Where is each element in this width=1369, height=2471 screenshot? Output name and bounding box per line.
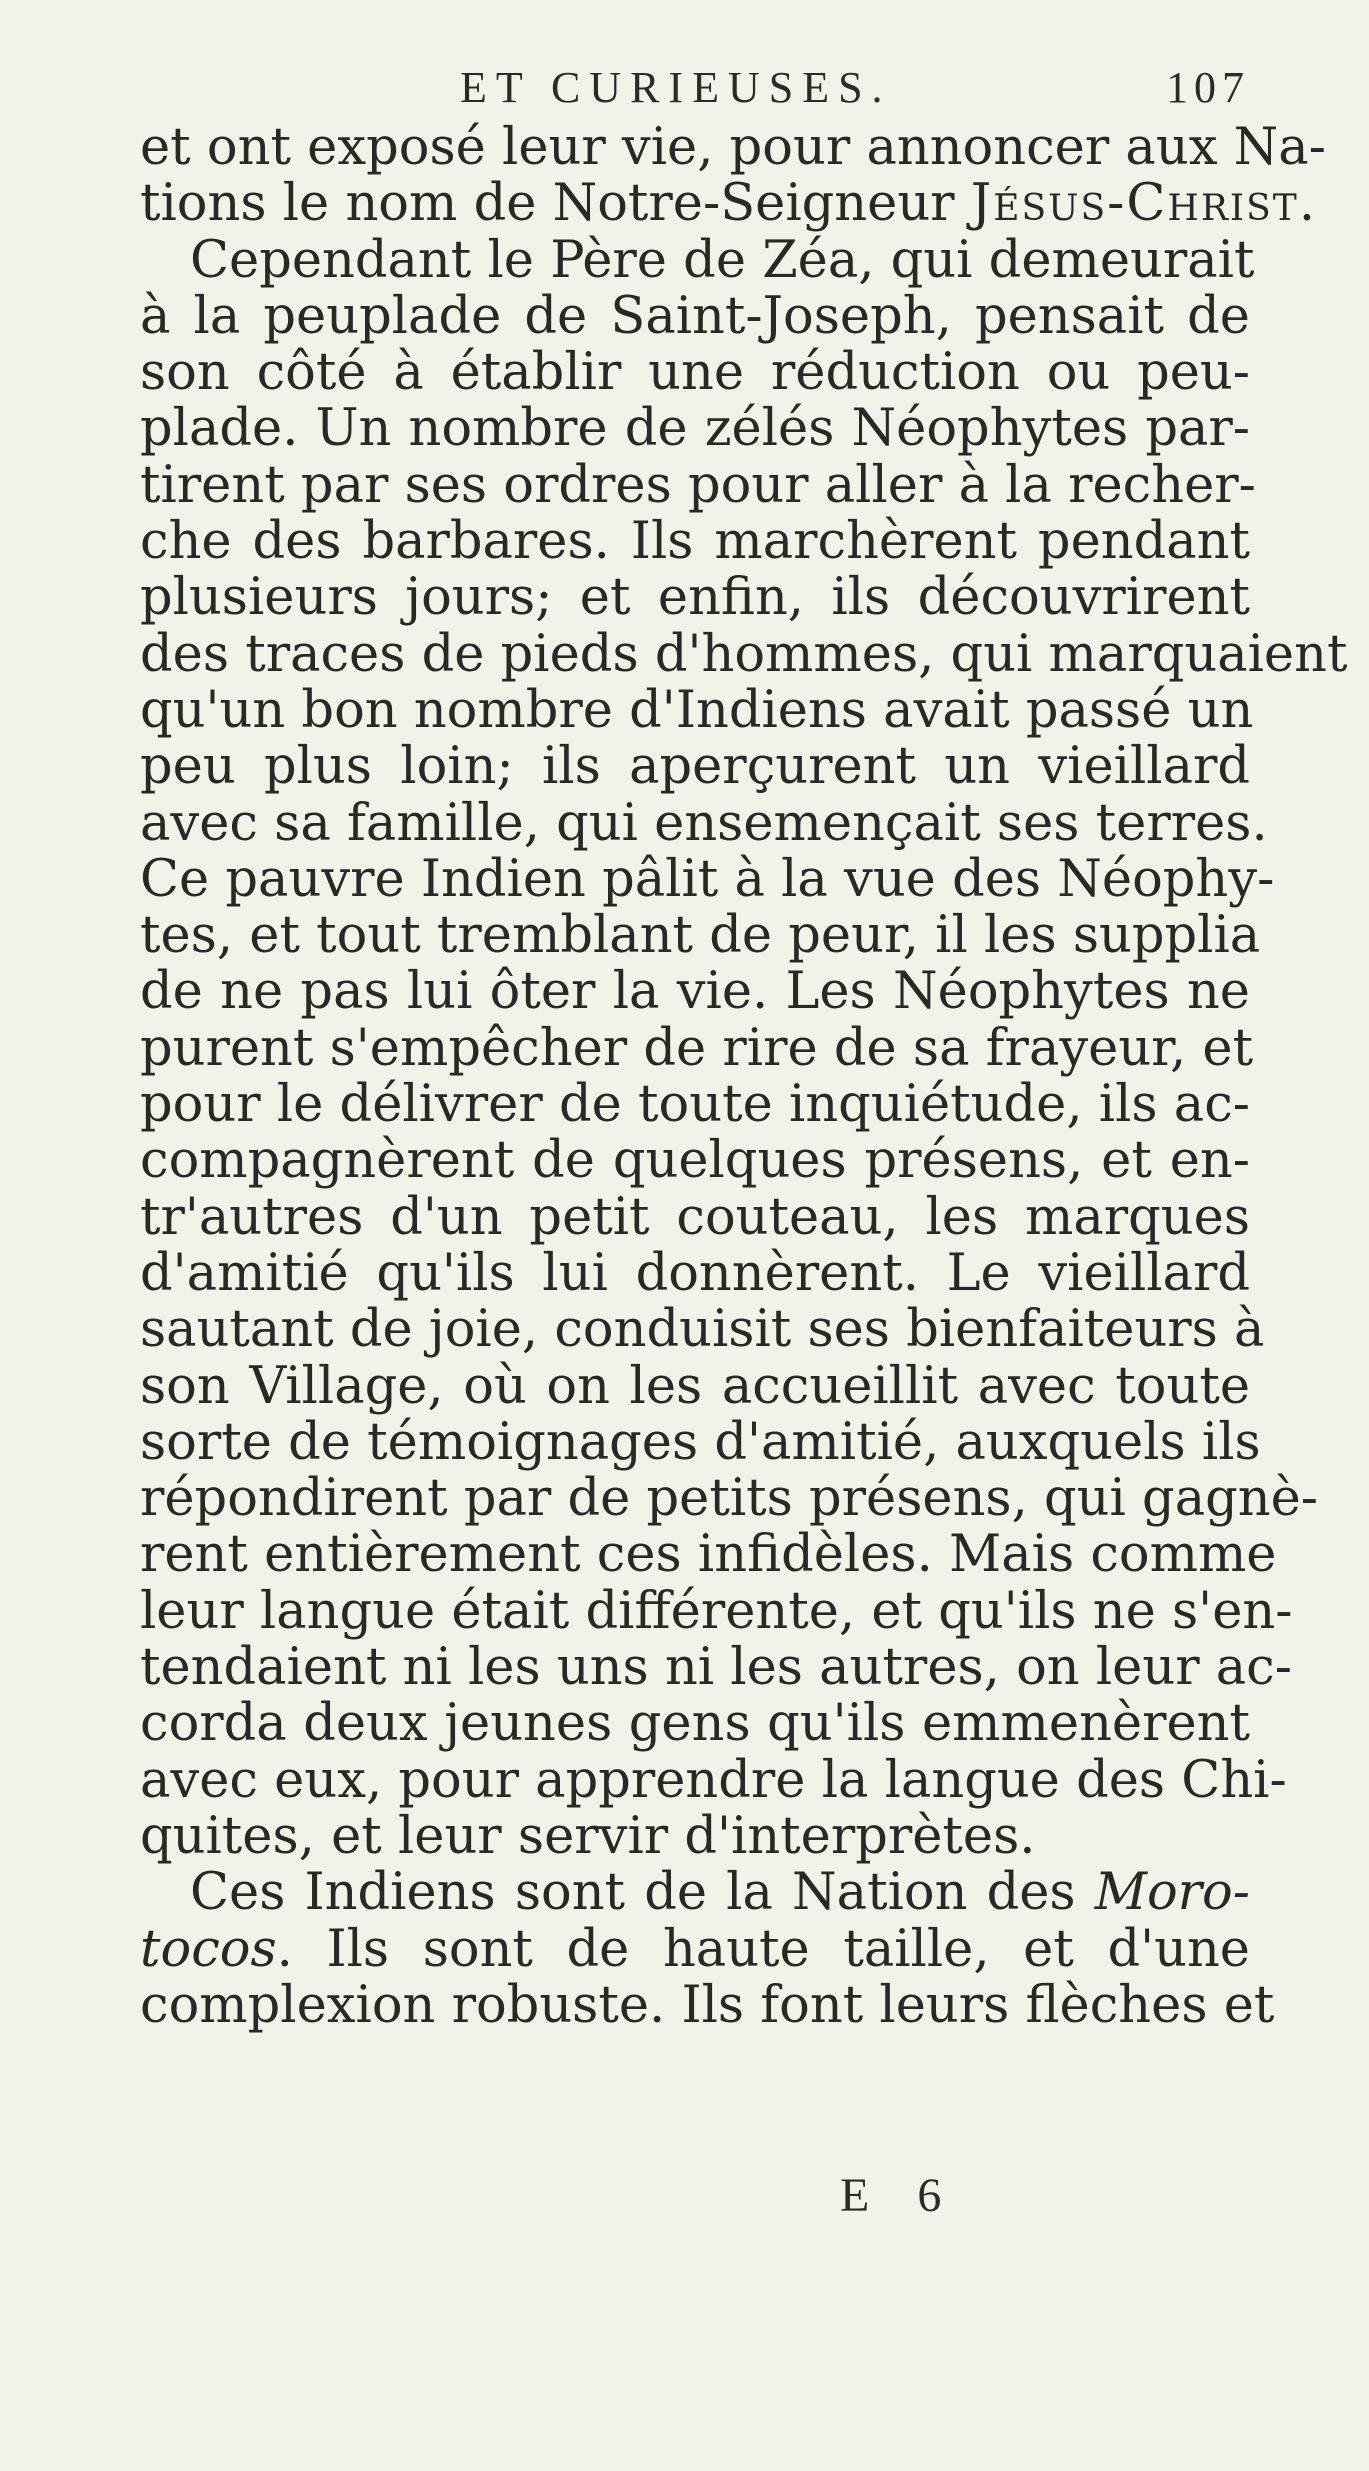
paragraph-end: quites, et leur servir d'interprètes.: [140, 1806, 1036, 1866]
running-title: ET CURIEUSES.: [460, 63, 892, 112]
emphasis-jesus-christ: Jésus-Christ.: [970, 174, 1318, 234]
text-line: plade. Un nombre de zélés Néophytes par-: [140, 399, 1250, 459]
emphasis-nation-name: Moro-: [1094, 1863, 1250, 1923]
body-text: [140, 118, 1348, 2035]
text-line: sautant de joie, conduisit ses bienfaiteurs à: [140, 1300, 1265, 1360]
paragraph-start: Cependant le Père de Zéa, qui demeurait: [190, 230, 1255, 290]
text-line: tendaient ni les uns ni les autres, on leur ac-: [140, 1638, 1292, 1698]
text-line: tirent par ses ordres pour aller à la recher-: [140, 455, 1256, 515]
text-line: complexion robuste. Ils font leurs flèches et: [140, 1975, 1275, 2035]
text-line: corda deux jeunes gens qu'ils emmenèrent: [140, 1694, 1250, 1754]
page-number: 107: [1166, 63, 1250, 112]
text-line: plusieurs jours; et enfin, ils découvrirent: [140, 568, 1250, 628]
text-line: pour le délivrer de toute inquiétude, ils ac-: [140, 1075, 1250, 1135]
text-line: d'amitié qu'ils lui donnèrent. Le vieillard: [140, 1243, 1250, 1303]
text-line: sorte de témoignages d'amitié, auxquels ils: [140, 1412, 1261, 1472]
text-line: rent entièrement ces infidèles. Mais comme: [140, 1525, 1277, 1585]
text-line: tions le nom de Notre-Seigneur Jésus-Christ.: [140, 174, 1318, 234]
text-line: peu plus loin; ils aperçurent un vieillard: [140, 737, 1250, 797]
text-line: à la peuplade de Saint-Joseph, pensait de: [140, 286, 1250, 346]
text-line: tr'autres d'un petit couteau, les marques: [140, 1187, 1250, 1247]
text-line: avec sa famille, qui ensemençait ses terres.: [140, 793, 1268, 853]
text-line: Ce pauvre Indien pâlit à la vue des Néophy-: [140, 849, 1275, 909]
text-line: des traces de pieds d'hommes, qui marquaient: [140, 624, 1348, 684]
signature-mark: E 6: [840, 2169, 960, 2222]
emphasis-nation-name-cont: tocos: [140, 1919, 277, 1979]
text-line: tocos. Ils sont de haute taille, et d'une: [140, 1919, 1250, 1979]
running-head: [140, 62, 1250, 122]
text-line: che des barbares. Ils marchèrent pendant: [140, 512, 1250, 572]
text-line: son côté à établir une réduction ou peu-: [140, 343, 1250, 403]
paragraph-start: Ces Indiens sont de la Nation des Moro-: [190, 1863, 1250, 1923]
text-line: et ont exposé leur vie, pour annoncer aux Na-: [140, 118, 1326, 177]
text-line: tes, et tout tremblant de peur, il les supplia: [140, 906, 1261, 966]
text-line: leur langue était différente, et qu'ils ne s'en-: [140, 1581, 1293, 1641]
text-line: compagnèrent de quelques présens, et en-: [140, 1131, 1250, 1191]
text-line: purent s'empêcher de rire de sa frayeur, et: [140, 1018, 1254, 1078]
text-line: avec eux, pour apprendre la langue des Chi-: [140, 1750, 1287, 1810]
text-line: son Village, où on les accueillit avec toute: [140, 1356, 1250, 1416]
text-line: répondirent par de petits présens, qui gagnè-: [140, 1469, 1319, 1529]
text-line: qu'un bon nombre d'Indiens avait passé un: [140, 680, 1254, 740]
text-line: de ne pas lui ôter la vie. Les Néophytes ne: [140, 962, 1250, 1022]
